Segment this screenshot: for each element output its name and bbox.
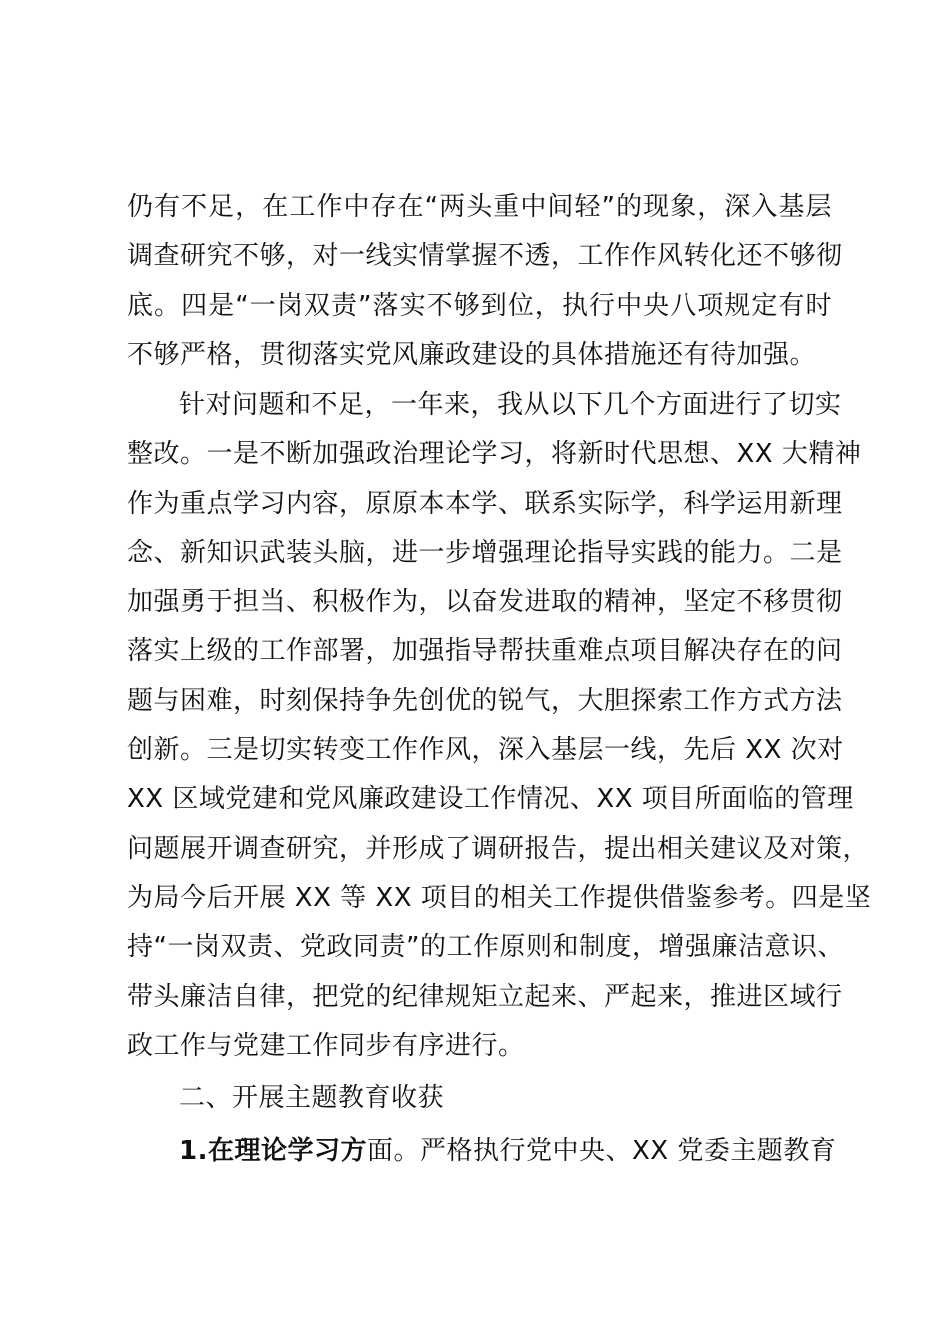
paragraph-line: 不够严格，贯彻落实党风廉政建设的具体措施还有待加强。 <box>127 339 817 370</box>
paragraph-line: XX 区域党建和党风廉政建设工作情况、XX 项目所面临的管理 <box>127 784 854 815</box>
paragraph-line: 为局今后开展 XX 等 XX 项目的相关工作提供借鉴参考。四是坚 <box>127 882 872 913</box>
paragraph-line: 题与困难，时刻保持争先创优的锐气，大胆探索工作方式方法 <box>127 685 843 716</box>
paragraph-line: 念、新知识武装头脑，进一步增强理论指导实践的能力。二是 <box>127 537 843 568</box>
paragraph-continued <box>127 183 843 380</box>
paragraph-line: 问题展开调查研究，并形成了调研报告，提出相关建议及对策， <box>127 833 870 864</box>
paragraph-line: 持“一岗双责、党政同责”的工作原则和制度，增强廉洁意识、 <box>127 932 844 963</box>
paragraph-line: 仍有不足，在工作中存在“两头重中间轻”的现象，深入基层 <box>127 192 832 222</box>
paragraph-line: 政工作与党建工作同步有序进行。 <box>127 1030 525 1061</box>
paragraph-line: 整改。一是不断加强政治理论学习，将新时代思想、XX 大精神 <box>127 439 862 470</box>
paragraph-line: 作为重点学习内容，原原本本学、联系实际学，科学运用新理 <box>127 488 843 519</box>
paragraph-line: 加强勇于担当、积极作为，以奋发进取的精神，坚定不移贯彻 <box>127 587 843 618</box>
paragraph-line: 创新。三是切实转变工作作风，深入基层一线，先后 XX 次对 <box>127 735 844 766</box>
paragraph-line: 底。四是“一岗双责”落实不够到位，执行中央八项规定有时 <box>127 290 832 321</box>
section-heading: 二、开展主题教育收获 <box>179 1083 445 1113</box>
paragraph-rectification <box>127 381 872 1071</box>
subsection-block <box>127 1127 837 1176</box>
subsection-label: 1.在理论学习方 <box>179 1136 367 1166</box>
subsection-line <box>127 1127 837 1176</box>
paragraph-line: 带头廉洁自律，把党的纪律规矩立起来、严起来，推进区域行 <box>127 981 843 1012</box>
section-heading-block <box>127 1074 832 1123</box>
paragraph-line: 调查研究不够，对一线实情掌握不透，工作作风转化还不够彻 <box>127 241 843 272</box>
paragraph-first-line: 针对问题和不足，一年来，我从以下几个方面进行了切实 <box>179 390 842 420</box>
paragraph-line: 落实上级的工作部署，加强指导帮扶重难点项目解决存在的问 <box>127 636 843 667</box>
subsection-text: 面。严格执行党中央、XX 党委主题教育 <box>366 1136 837 1166</box>
